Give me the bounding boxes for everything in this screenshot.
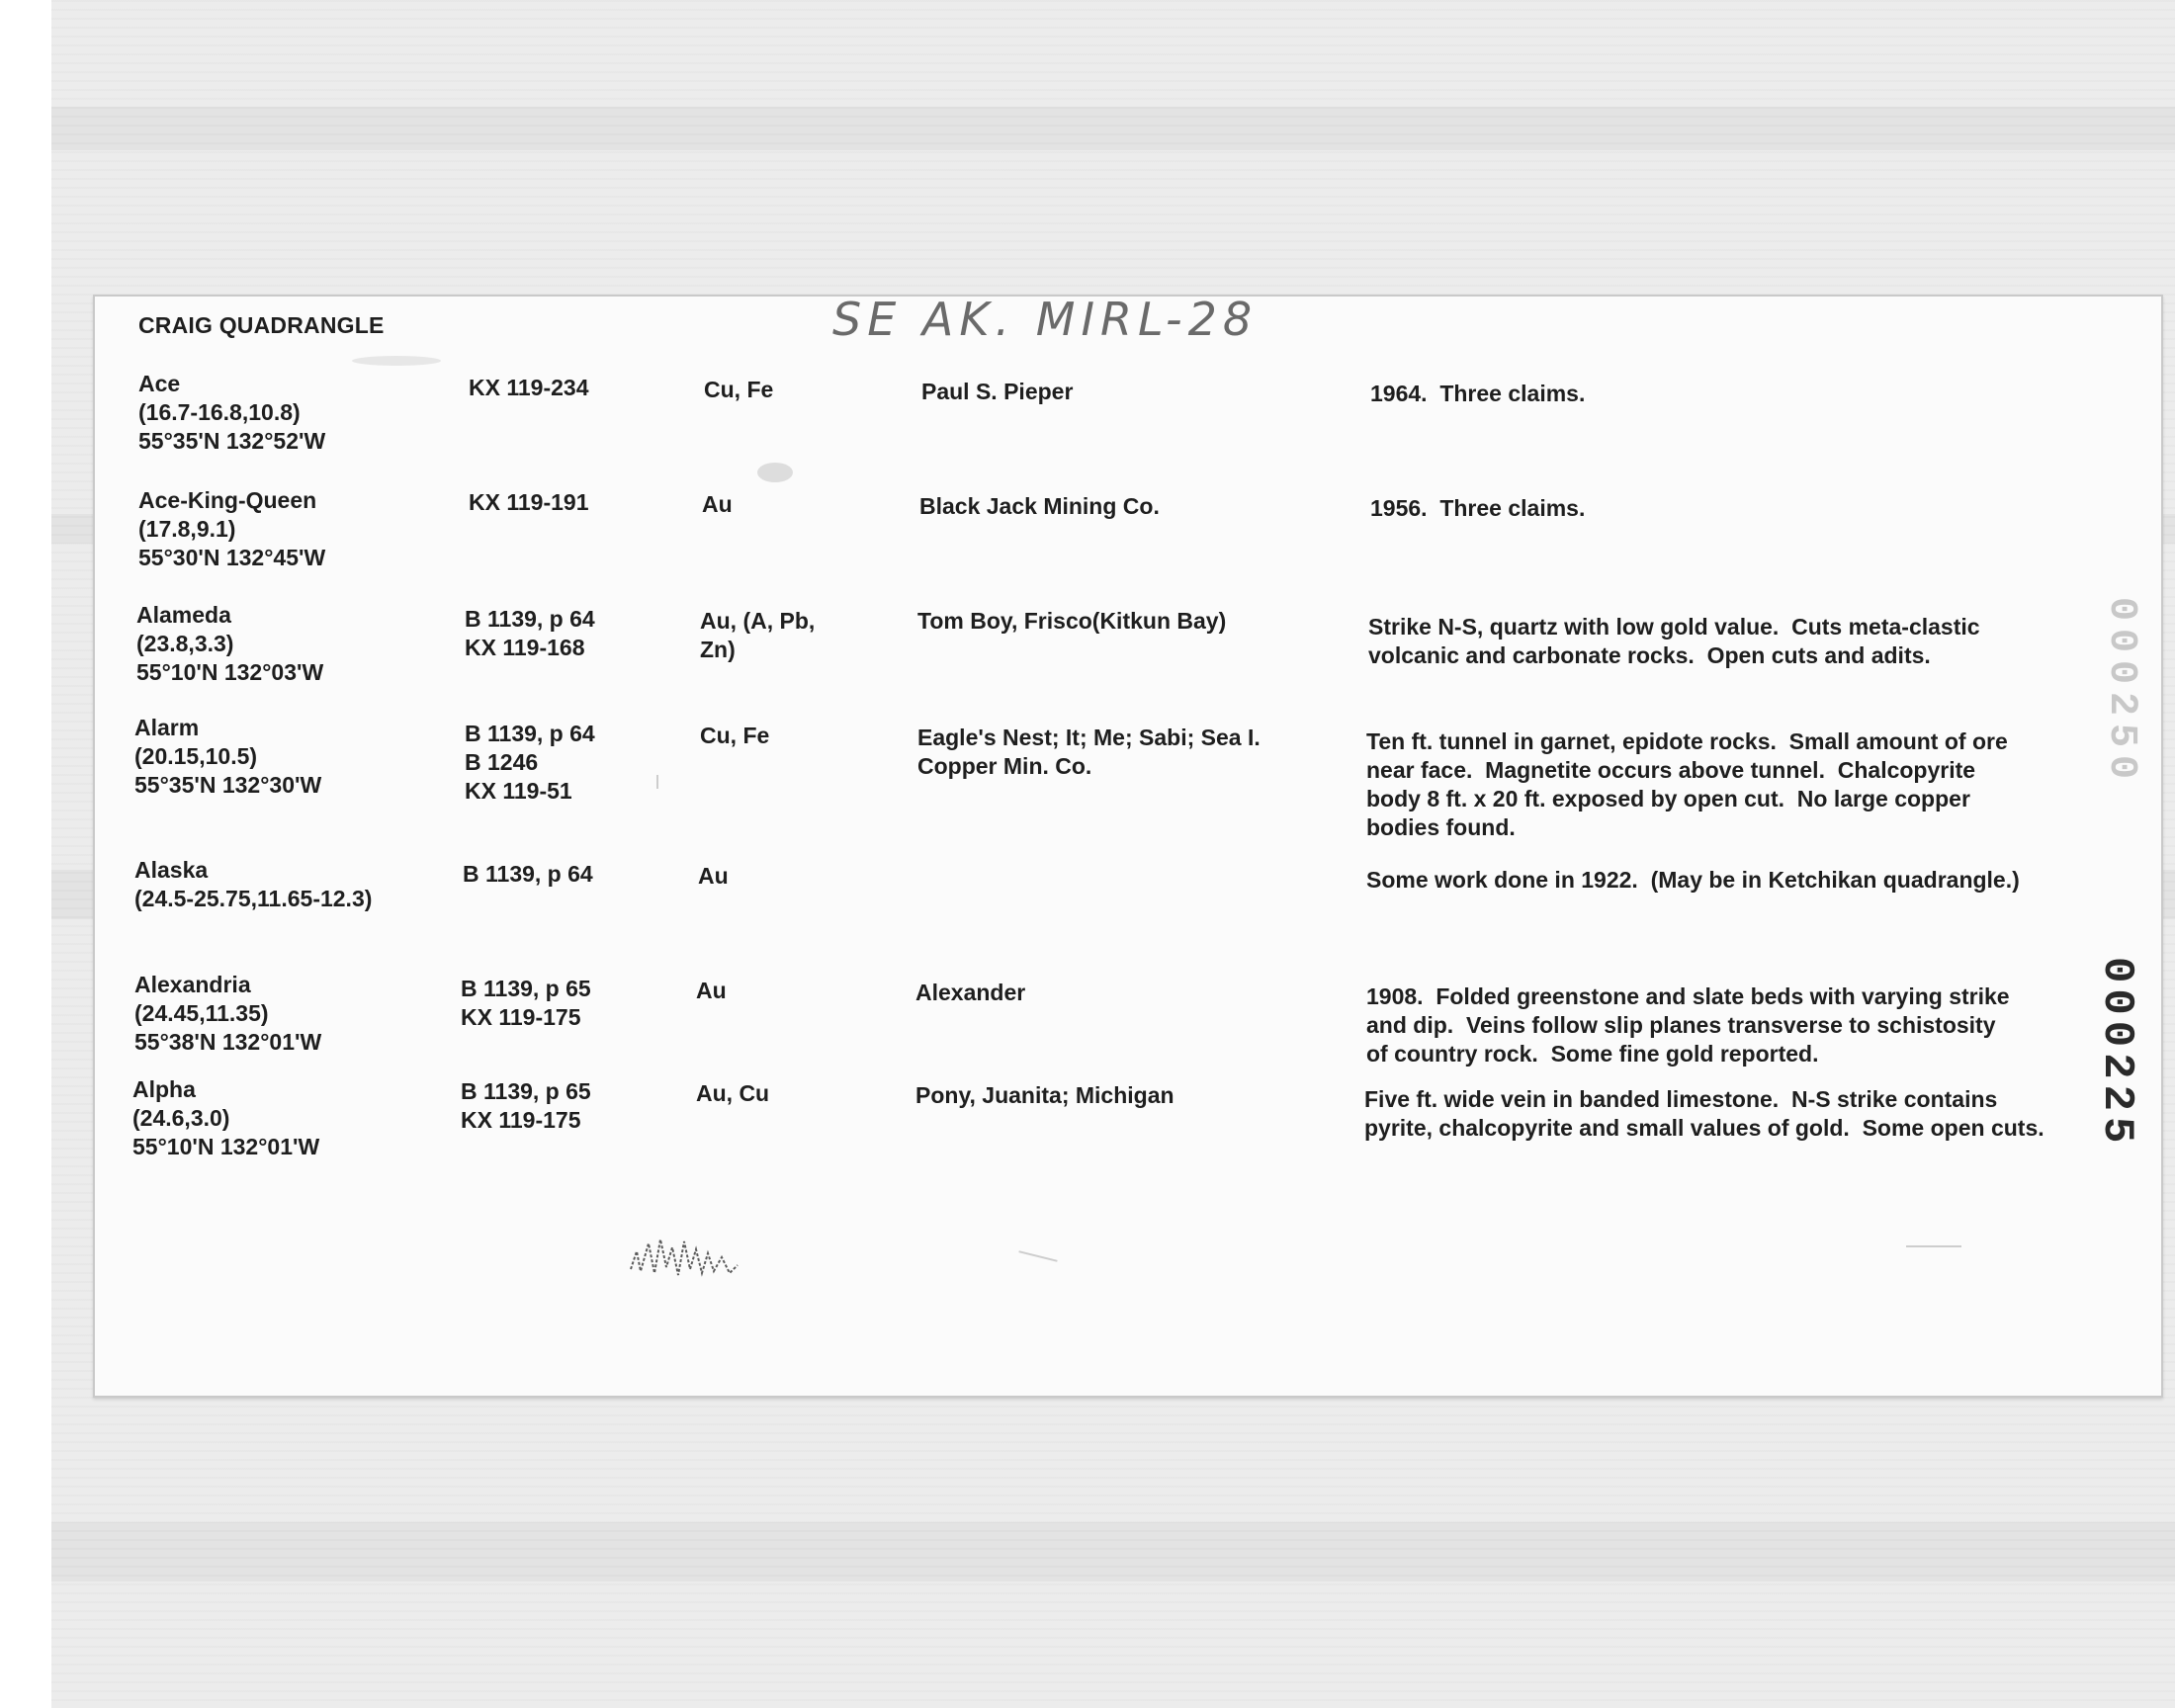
entry-remarks: Ten ft. tunnel in garnet, epidote rocks. Small amount of ore near face. Magnetite occurs above tunnel. Chalcopyrite body 8 ft. x 20 ft. exposed by open cut. No large copper bodies found. [1366, 728, 2008, 840]
scribble-mark [627, 1222, 743, 1283]
smudge-mark [352, 356, 441, 366]
entry-owners: Alexander [915, 980, 1026, 1005]
entry-owners: Pony, Juanita; Michigan [915, 1082, 1174, 1108]
index-card [93, 295, 2163, 1398]
entry-name: Alaska (24.5-25.75,11.65-12.3) [134, 857, 373, 911]
stamp-number-faint: 000250 [2099, 597, 2143, 788]
entry-references: B 1139, p 65 KX 119-175 [461, 976, 591, 1030]
entry-name: Alarm (20.15,10.5) 55°35'N 132°30'W [134, 715, 322, 798]
entry-owners: Eagle's Nest; It; Me; Sabi; Sea I. Copper Min. Co. [917, 725, 1261, 779]
entry-name: Alameda (23.8,3.3) 55°10'N 132°03'W [136, 602, 324, 685]
entry-references: B 1139, p 64 [463, 861, 593, 887]
entry-commodities: Au, Cu [696, 1080, 770, 1106]
smudge-mark [757, 463, 793, 482]
entry-remarks: 1964. Three claims. [1370, 381, 1586, 406]
entry-commodities: Cu, Fe [700, 723, 770, 748]
entry-owners: Black Jack Mining Co. [919, 493, 1160, 519]
entry-remarks: Some work done in 1922. (May be in Ketchikan quadrangle.) [1366, 867, 2020, 893]
entry-commodities: Au [702, 491, 733, 517]
entry-commodities: Cu, Fe [704, 377, 774, 402]
entry-references: B 1139, p 64 B 1246 KX 119-51 [465, 721, 595, 804]
entry-remarks: 1908. Folded greenstone and slate beds with varying strike and dip. Veins follow slip planes transverse to schistosity of country rock. Some fine gold reported. [1366, 983, 2010, 1067]
scan-band [51, 1522, 2175, 1581]
entry-name: Alpha (24.6,3.0) 55°10'N 132°01'W [132, 1076, 320, 1159]
entry-name: Ace-King-Queen (17.8,9.1) 55°30'N 132°45'W [138, 487, 326, 570]
quadrangle-title: CRAIG QUADRANGLE [138, 312, 385, 338]
entry-commodities: Au [696, 978, 727, 1003]
entry-commodities: Au [698, 863, 729, 889]
entry-references: KX 119-234 [469, 375, 589, 400]
entry-remarks: 1956. Three claims. [1370, 495, 1586, 521]
scan-band [51, 107, 2175, 150]
handwritten-note: SE AK. MIRL-28 [832, 293, 1259, 346]
entry-commodities: Au, (A, Pb, Zn) [700, 608, 816, 662]
scan-mark [1906, 1245, 1961, 1247]
scan-mark [656, 775, 658, 789]
entry-remarks: Strike N-S, quartz with low gold value. Cuts meta-clastic volcanic and carbonate rocks. Open cuts and adits. [1368, 614, 1980, 668]
entry-references: KX 119-191 [469, 489, 589, 515]
entry-references: B 1139, p 65 KX 119-175 [461, 1078, 591, 1133]
entry-owners: Tom Boy, Frisco(Kitkun Bay) [917, 608, 1227, 634]
entry-name: Ace (16.7-16.8,10.8) 55°35'N 132°52'W [138, 371, 326, 454]
stamp-number: 000225 [2092, 957, 2141, 1150]
entry-references: B 1139, p 64 KX 119-168 [465, 606, 595, 660]
entry-name: Alexandria (24.45,11.35) 55°38'N 132°01'W [134, 972, 322, 1055]
entry-owners: Paul S. Pieper [921, 379, 1074, 404]
entry-remarks: Five ft. wide vein in banded limestone. N-S strike contains pyrite, chalcopyrite and small values of gold. Some open cuts. [1364, 1086, 2044, 1141]
